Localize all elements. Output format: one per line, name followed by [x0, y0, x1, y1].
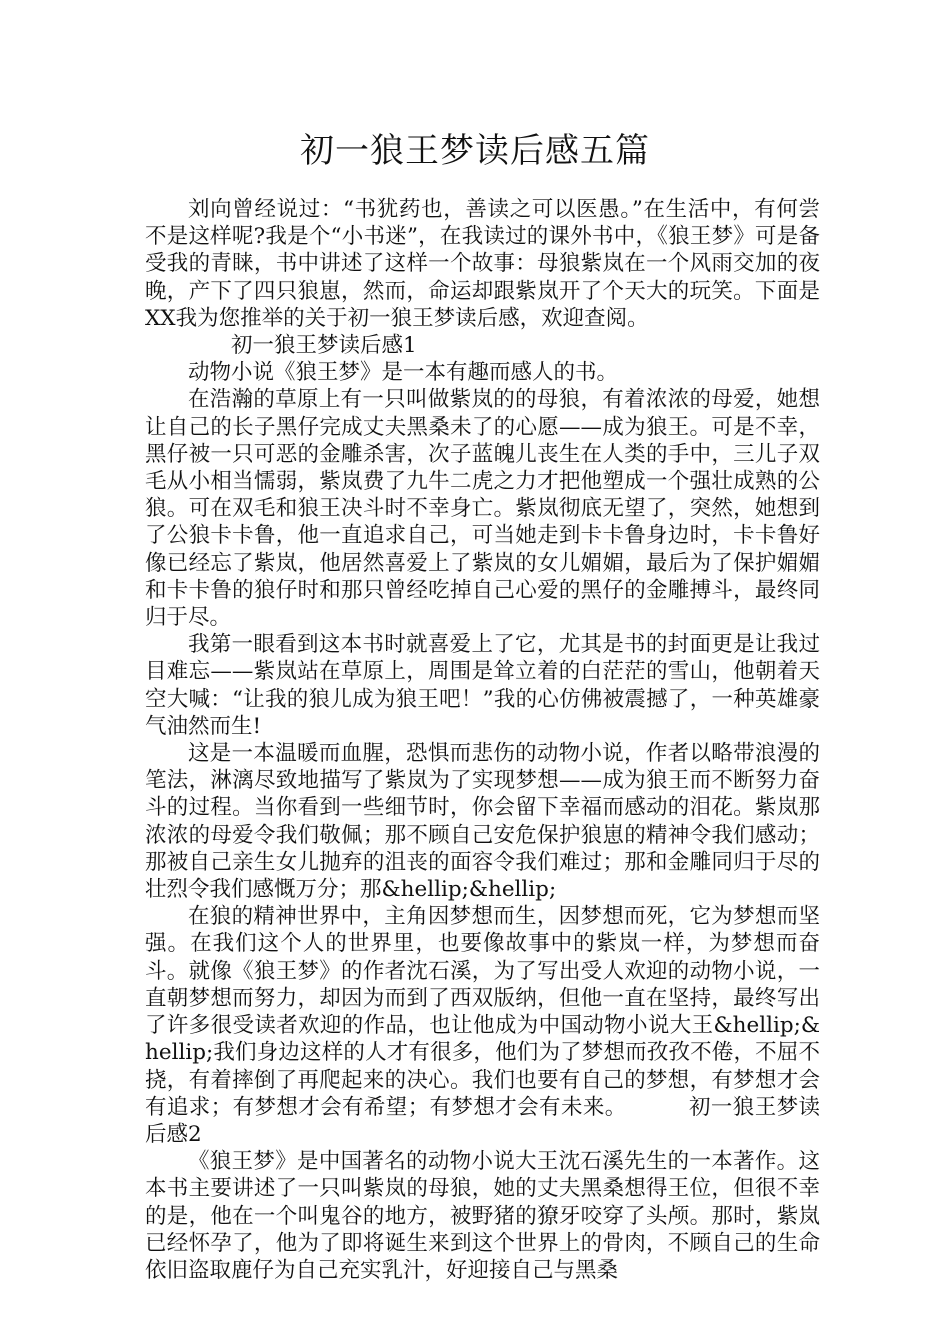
section-heading-1: 初一狼王梦读后感1	[231, 333, 417, 359]
body-paragraph: 在浩瀚的草原上有一只叫做紫岚的的母狼，有着浓浓的母爱，她想让自己的长子黑仔完成丈夫黑桑未了的心愿——成为狼王。可是不幸，黑仔被一只可恶的金雕杀害，次子蓝魄儿丧生在人类的手中，三儿子双毛从小相当懦弱，紫岚费了九牛二虎之力才把他塑成一个强壮成熟的公狼。可在双毛和狼王决斗时不幸身亡。紫岚彻底无望了，突然，她想到了公狼卡卡鲁，他一直追求自己，可当她走到卡卡鲁身边时，卡卡鲁好像已经忘了紫岚，他居然喜爱上了紫岚的女儿媚媚，最后为了保护媚媚和卡卡鲁的狼仔时和那只曾经吃掉自己心爱的黑仔的金雕搏斗，最终同归于尽。	[145, 387, 820, 631]
section-heading-2: 初一狼王梦读后感2	[145, 1094, 820, 1147]
intro-paragraph: 刘向曾经说过：“书犹药也，善读之可以医愚。”在生活中，有何尝不是这样呢?我是个“小书迷”，在我读过的课外书中，《狼王梦》可是备受我的青睐，书中讲述了这样一个故事：母狼紫岚在一个风雨交加的夜晚，产下了四只狼崽，然而，命运却跟紫岚开了个天大的玩笑。下面是XX我为您推举的关于初一狼王梦读后感，欢迎查阅。	[145, 197, 820, 331]
body-paragraph	[145, 903, 820, 1148]
document-title: 初一狼王梦读后感五篇	[300, 131, 650, 171]
body-paragraph: 动物小说《狼王梦》是一本有趣而感人的书。	[188, 360, 619, 386]
body-paragraph: 我第一眼看到这本书时就喜爱上了它，尤其是书的封面更是让我过目难忘——紫岚站在草原上，周围是耸立着的白茫茫的雪山，他朝着天空大喊：“让我的狼儿成为狼王吧！”我的心仿佛被震撼了，一种英雄豪气油然而生!	[145, 632, 820, 739]
document-body	[145, 196, 820, 1284]
body-paragraph-text: 在狼的精神世界中，主角因梦想而生，因梦想而死，它为梦想而坚强。在我们这个人的世界里，也要像故事中的紫岚一样，为梦想而奋斗。就像《狼王梦》的作者沈石溪，为了写出受人欢迎的动物小说，一直朝梦想而努力，却因为而到了西双版纳，但他一直在坚持，最终写出了许多很受读者欢迎的作品，也让他成为中国动物小说大王&hellip;&hellip;我们身边这样的人才有很多，他们为了梦想而孜孜不倦，不屈不挠，有着摔倒了再爬起来的决心。我们也要有自己的梦想，有梦想才会有追求；有梦想才会有希望；有梦想才会有未来。	[145, 904, 820, 1120]
body-paragraph: 《狼王梦》是中国著名的动物小说大王沈石溪先生的一本著作。这本书主要讲述了一只叫紫岚的母狼，她的丈夫黑桑想得王位，但很不幸的是，他在一个叫鬼谷的地方，被野猪的獠牙咬穿了头颅。那时，紫岚已经怀孕了，他为了即将诞生来到这个世界上的骨肉，不顾自己的生命依旧盗取鹿仔为自己充实乳汁，好迎接自己与黑桑	[145, 1149, 820, 1283]
body-paragraph: 这是一本温暖而血腥，恐惧而悲伤的动物小说，作者以略带浪漫的笔法，淋漓尽致地描写了紫岚为了实现梦想——成为狼王而不断努力奋斗的过程。当你看到一些细节时，你会留下幸福而感动的泪花。紫岚那浓浓的母爱令我们敬佩；那不顾自己安危保护狼崽的精神令我们感动；那被自己亲生女儿抛弃的沮丧的面容令我们难过；那和金雕同归于尽的壮烈令我们感慨万分；那&hellip;&hellip;	[145, 741, 820, 903]
